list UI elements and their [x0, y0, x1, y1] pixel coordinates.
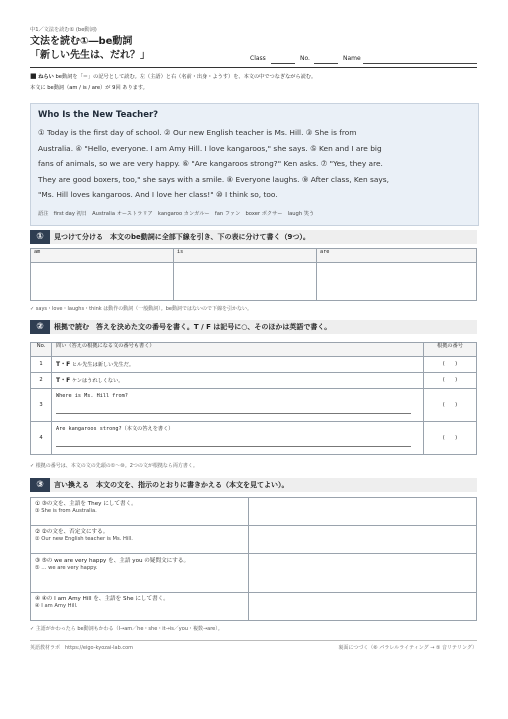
question-cell: [52, 357, 424, 373]
column-header-am: [31, 249, 174, 263]
true-false-choice[interactable]: T・F: [56, 376, 71, 384]
column-header-is-label: is: [177, 249, 184, 255]
answer-cell-are[interactable]: [317, 263, 477, 301]
section3-heading: 言い換える 本文の文を、指示のとおりに書きかえる（本文を見てよい）。: [54, 481, 289, 489]
rewrite-source: ④ I am Amy Hill.: [35, 603, 78, 609]
rewrite-instruction: ④ ④の I am Amy Hill を、主語を She にして書く。: [35, 596, 169, 602]
rewrite-source: ⑤ … we are very happy.: [35, 565, 98, 571]
aim-marker-icon: ■: [30, 72, 37, 80]
section3-note: ✓ 主語がかわったら be動詞もかわる（I→am／he・she・it→is／you・複数→are）。: [30, 626, 223, 632]
name-field[interactable]: [363, 63, 477, 64]
name-label: Name: [343, 55, 361, 62]
passage-body: [38, 125, 470, 203]
section2-badge: ②: [30, 320, 50, 334]
rewrite-prompt: [31, 498, 249, 526]
section1-badge: ①: [30, 230, 50, 244]
row-number: 2: [31, 373, 52, 389]
answer-line[interactable]: [56, 446, 411, 447]
rewrite-source: ② Our new English teacher is Ms. Hill.: [35, 536, 133, 542]
question-cell: [52, 422, 424, 455]
question-text: Are kangaroos strong?（本文の答えを書く）: [56, 426, 174, 432]
rewrite-instruction: ③ ⑤の we are very happy を、主語 you の疑問文にする。: [35, 558, 190, 564]
evidence-input[interactable]: ( ): [424, 357, 477, 373]
section2-table: [30, 342, 477, 455]
page-title: 文法を読む①―be動詞: [30, 36, 133, 47]
column-header-no: [31, 343, 52, 357]
question-text: ケンはうれしくない。: [71, 377, 124, 384]
passage-line: They are good boxers, too," she says with a smile. ⑧ Everyone laughs. ⑨ After class, Ken says,: [38, 174, 389, 184]
passage-line: fans of animals, so we are very happy. ⑥ "Are kangaroos strong?" Ken asks. ⑦ "Yes, they are.: [38, 159, 383, 168]
column-header-evidence: [424, 343, 477, 357]
page-subtitle: 「新しい先生は、だれ？」: [30, 50, 150, 61]
rewrite-prompt: [31, 526, 249, 554]
passage-line: "Ms. Hill loves kangaroos. And I love her class!" ⑩ I think so, too.: [38, 190, 278, 199]
rewrite-source: ③ She is from Australia.: [35, 508, 97, 514]
class-label: Class: [250, 55, 266, 62]
answer-cell-am[interactable]: [31, 263, 174, 301]
section1-table: [30, 248, 477, 301]
number-field[interactable]: [314, 63, 338, 64]
question-cell: [52, 373, 424, 389]
passage-line: ① Today is the first day of school. ② Our new English teacher is Ms. Hill. ③ She is from: [38, 128, 357, 137]
column-header-evidence-label: 根拠の番号: [437, 343, 463, 349]
rewrite-answer-cell[interactable]: [249, 526, 477, 554]
evidence-input[interactable]: ( ): [424, 422, 477, 455]
answer-cell-is[interactable]: [174, 263, 317, 301]
footer-divider: [30, 640, 477, 641]
true-false-choice[interactable]: T・F: [56, 360, 71, 368]
section1-header: [30, 230, 477, 244]
footer-source: 英語教材ラボ https://eigo-kyozai-lab.com: [30, 645, 134, 651]
question-text: Where is Ms. Hill from?: [56, 393, 128, 399]
section1-note: ✓ says・love・laughs・think は動作の動詞（一般動詞）。be動詞ではないので下線を引かない。: [30, 306, 252, 312]
question-text: ヒル先生は新しい先生だ。: [71, 361, 135, 368]
passage-title: Who Is the New Teacher?: [38, 110, 159, 120]
answer-line[interactable]: [56, 413, 411, 414]
section3-table: [30, 497, 477, 621]
column-header-are-label: are: [320, 249, 330, 255]
section2-note: ✓ 根拠の番号は、本文の文の先頭の①～⑩。2つの文が根拠なら両方書く。: [30, 463, 198, 469]
footer-next: 裏面につづく（⑥ パラレルライティング → ⑤ 音リテリング）: [338, 645, 477, 651]
evidence-input[interactable]: ( ): [424, 389, 477, 422]
aim-block: [30, 73, 477, 81]
rewrite-prompt: [31, 593, 249, 621]
class-field[interactable]: [271, 63, 295, 64]
passage-line: Australia. ④ "Hello, everyone. I am Amy Hill. I love kangaroos," she says. ⑤ Ken and I are big: [38, 143, 382, 153]
row-number: 1: [31, 357, 52, 373]
column-header-is: [174, 249, 317, 263]
glossary: 語注 first day 初日 Australia オーストラリア kangaroo カンガルー fan ファン boxer ボクサー laugh 笑う: [38, 211, 315, 217]
breadcrumb: 中1／文法を読む① (be動詞): [30, 27, 97, 33]
section3-header: [30, 478, 477, 492]
section2-heading: 根拠で読む 答えを決めた文の番号を書く。T / F は記号に○、そのほかは英語で書く。: [54, 323, 332, 331]
column-header-no-label: No.: [36, 343, 46, 349]
rewrite-instruction: ① ③の文を、主語を They にして書く。: [35, 501, 137, 507]
column-header-am-label: am: [34, 249, 41, 255]
column-header-question: [52, 343, 424, 357]
rewrite-prompt: [31, 554, 249, 593]
section3-badge: ③: [30, 478, 50, 492]
row-number: 3: [31, 389, 52, 422]
evidence-input[interactable]: ( ): [424, 373, 477, 389]
row-number: 4: [31, 422, 52, 455]
question-cell: [52, 389, 424, 422]
section1-heading: 見つけて分ける 本文のbe動詞に全部下線を引き、下の表に分けて書く（9つ）。: [54, 233, 310, 241]
header-divider: [30, 67, 477, 68]
aim-label: ねらい: [38, 74, 54, 80]
aim-text: be動詞を「＝」の記号として読む。左（主語）と右（名前・出身・ようす）を、本文の中でつなぎながら読む。: [55, 74, 317, 80]
rewrite-answer-cell[interactable]: [249, 554, 477, 593]
reading-passage: [30, 103, 479, 226]
column-header-question-label: 問い（答えの根拠になる文の番号も書く）: [56, 343, 155, 349]
number-label: No.: [300, 55, 310, 62]
column-header-are: [317, 249, 477, 263]
rewrite-answer-cell[interactable]: [249, 498, 477, 526]
section2-header: [30, 320, 477, 334]
aim-count: 本文に be動詞（am / is / are）が 9回 あります。: [30, 85, 148, 91]
rewrite-instruction: ② ②の文を、否定文にする。: [35, 529, 109, 535]
rewrite-answer-cell[interactable]: [249, 593, 477, 621]
